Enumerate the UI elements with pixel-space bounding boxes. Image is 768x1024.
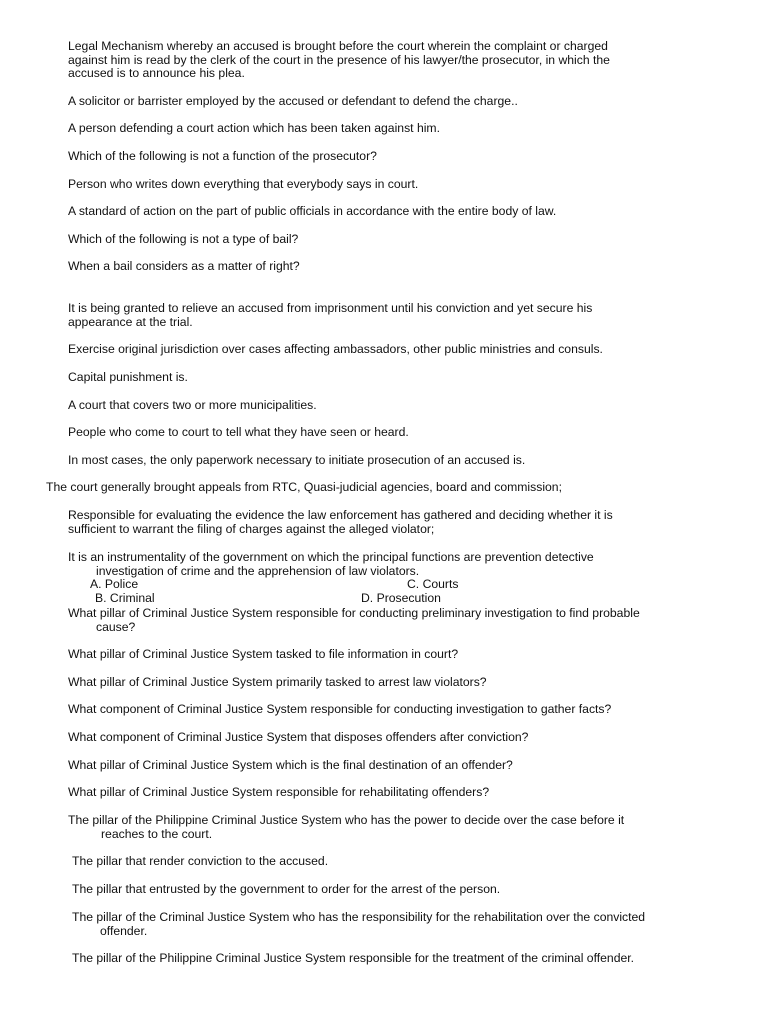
question-line: The pillar of the Philippine Criminal Justice System who has the power to decide over the case before it	[68, 813, 625, 827]
question-line: The pillar of the Philippine Criminal Justice System responsible for the treatment of the criminal offender.	[72, 951, 635, 965]
question-line: A solicitor or barrister employed by the accused or defendant to defend the charge..	[68, 94, 518, 108]
question-line: What pillar of Criminal Justice System responsible for rehabilitating offenders?	[68, 785, 490, 799]
question-line: A court that covers two or more municipalities.	[68, 398, 317, 412]
question-line: Which of the following is not a type of bail?	[68, 232, 299, 246]
question-item	[68, 178, 418, 192]
answer-choices	[0, 578, 768, 608]
question-line: reaches to the court.	[101, 826, 213, 841]
question-item	[68, 302, 592, 329]
question-line: Legal Mechanism whereby an accused is brought before the court wherein the complaint or charged	[68, 39, 608, 53]
question-line: It is being granted to relieve an accused from imprisonment until his conviction and yet secure his	[68, 301, 593, 315]
question-item	[68, 703, 611, 717]
question-item	[68, 426, 409, 440]
choice-c: C. Courts	[407, 577, 459, 591]
choice-b: B. Criminal	[95, 591, 155, 605]
question-item	[68, 343, 603, 357]
question-line: The court generally brought appeals from RTC, Quasi-judicial agencies, board and commission;	[46, 480, 562, 494]
question-item	[68, 786, 489, 800]
question-line: It is an instrumentality of the government on which the principal functions are prevention detective	[68, 550, 594, 564]
question-item	[68, 731, 528, 745]
question-item	[46, 481, 562, 495]
question-item	[68, 509, 613, 536]
question-line: accused is to announce his plea.	[68, 66, 245, 81]
choice-d: D. Prosecution	[361, 591, 441, 605]
question-line: What pillar of Criminal Justice System which is the final destination of an offender?	[68, 758, 513, 772]
question-item	[68, 40, 610, 81]
question-line: Which of the following is not a function of the prosecutor?	[68, 149, 377, 163]
question-line: When a bail considers as a matter of right?	[68, 259, 300, 273]
question-line: cause?	[96, 619, 136, 634]
choice-a: A. Police	[90, 577, 139, 591]
question-item	[68, 150, 377, 164]
question-line: The pillar that render conviction to the accused.	[72, 854, 329, 868]
question-item	[68, 814, 624, 841]
question-item	[68, 371, 188, 385]
question-item	[68, 233, 298, 247]
question-item	[68, 551, 594, 578]
question-line: In most cases, the only paperwork necessary to initiate prosecution of an accused is.	[68, 453, 526, 467]
question-item	[72, 855, 328, 869]
question-line: appearance at the trial.	[68, 314, 193, 329]
question-item	[68, 454, 525, 468]
question-line: What pillar of Criminal Justice System primarily tasked to arrest law violators?	[68, 675, 487, 689]
question-item	[68, 648, 458, 662]
question-item	[68, 399, 317, 413]
question-item	[68, 676, 487, 690]
question-item	[72, 883, 500, 897]
question-line: The pillar that entrusted by the government to order for the arrest of the person.	[72, 882, 501, 896]
question-item	[68, 607, 640, 634]
question-line: investigation of crime and the apprehension of law violators.	[96, 563, 420, 578]
question-line: What component of Criminal Justice System responsible for conducting investigation to gather facts?	[68, 702, 612, 716]
question-line: A person defending a court action which has been taken against him.	[68, 121, 440, 135]
question-line: People who come to court to tell what they have seen or heard.	[68, 425, 409, 439]
question-line: offender.	[100, 923, 148, 938]
question-line: A standard of action on the part of public officials in accordance with the entire body of law.	[68, 204, 557, 218]
question-item	[68, 260, 300, 274]
question-item	[68, 122, 440, 136]
question-item	[72, 952, 634, 966]
question-line: against him is read by the clerk of the court in the presence of his lawyer/the prosecutor, in which the	[68, 52, 610, 67]
question-line: Capital punishment is.	[68, 370, 188, 384]
question-item	[68, 205, 556, 219]
question-line: sufficient to warrant the filing of charges against the alleged violator;	[68, 521, 435, 536]
question-line: What component of Criminal Justice System that disposes offenders after conviction?	[68, 730, 529, 744]
question-line: Exercise original jurisdiction over cases affecting ambassadors, other public ministries and consuls.	[68, 342, 603, 356]
question-item	[68, 95, 518, 109]
question-line: Person who writes down everything that everybody says in court.	[68, 177, 419, 191]
question-line: What pillar of Criminal Justice System responsible for conducting preliminary investigation to find probable	[68, 606, 640, 620]
question-item	[72, 911, 645, 938]
question-line: The pillar of the Criminal Justice System who has the responsibility for the rehabilitation over the convicted	[72, 910, 646, 924]
question-line: What pillar of Criminal Justice System tasked to file information in court?	[68, 647, 459, 661]
question-line: Responsible for evaluating the evidence the law enforcement has gathered and deciding whether it is	[68, 508, 613, 522]
question-item	[68, 759, 513, 773]
